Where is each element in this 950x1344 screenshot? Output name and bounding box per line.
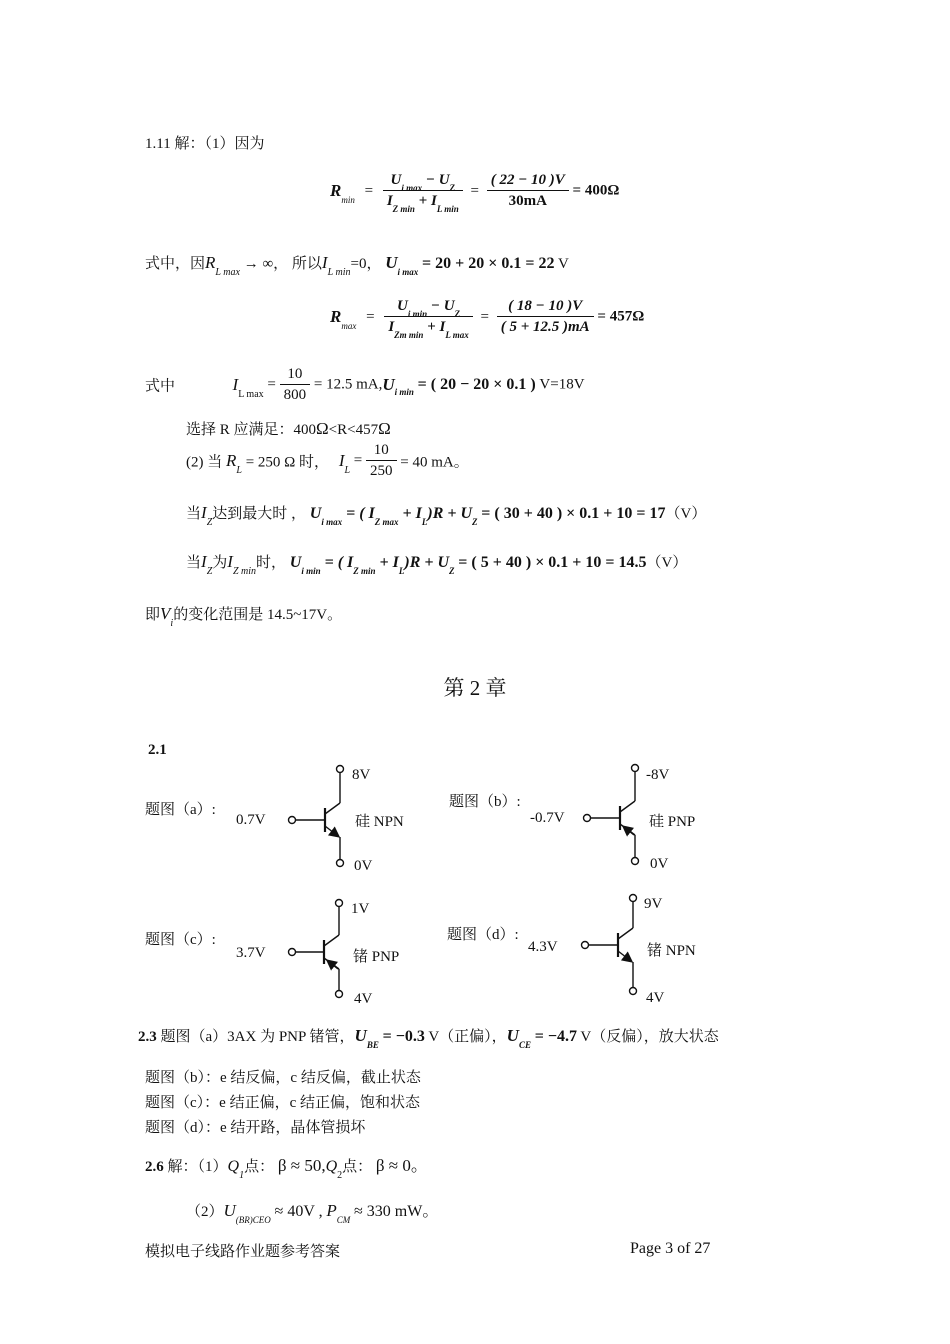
fig-a-base-voltage: 0.7V bbox=[236, 812, 266, 828]
fig-b-base-voltage: -0.7V bbox=[530, 810, 565, 826]
transistor-d bbox=[582, 895, 637, 995]
fig-d-base-voltage: 4.3V bbox=[528, 939, 558, 955]
fig-a-type: 硅 NPN bbox=[355, 814, 404, 830]
rmin-fraction-2: $\frac{( 22 - 10 )V}{30mA}$ bbox=[487, 172, 569, 210]
rmin-formula: $R_{min}$ = $\frac{U_{i max} - U_Z}{I_{Z min} + I_{L min}}$ = $\frac{( 22 - 10 )V}{30mA}$ = 400Ω bbox=[330, 172, 620, 214]
footer-page-number: Page 3 of 27 bbox=[630, 1240, 711, 1257]
fig-c-base-voltage: 3.7V bbox=[236, 945, 266, 961]
fig-b-type: 硅 PNP bbox=[649, 814, 696, 830]
problem-2-6-line2: $(2)U_{(BR)CEO} \approx 40V$ , $P_{CM} \approx 330$ mW。 bbox=[186, 1201, 439, 1225]
footer-title: 模拟电子线路作业题参考答案 bbox=[145, 1242, 341, 1260]
fig-a-caption: 题图（a）: bbox=[145, 802, 216, 818]
fig-d-caption: 题图（d）: bbox=[447, 927, 519, 943]
transistor-a bbox=[289, 766, 344, 867]
problem-2-3-line-c: 题图（c）：e 结正偏，c 结正偏，饱和状态 bbox=[145, 1095, 420, 1111]
rmin-fraction-1: $\frac{U_{i max} - U_Z}{I_{Z min} + I_{L min}}$ bbox=[383, 172, 463, 210]
problem-2-3-line-d: 题图（d）：e 结开路，晶体管损坏 bbox=[145, 1120, 366, 1136]
chapter-title: 第 2 章 bbox=[443, 676, 507, 700]
line-vi-range: 即$V_i$的变化范围是 14.5~17V。 bbox=[145, 604, 343, 629]
fig-c-type: 锗 PNP bbox=[353, 949, 400, 965]
line-r-range: 选择 R 应满足：400Ω<R<457Ω bbox=[186, 419, 391, 438]
problem-2-1-label: 2.1 bbox=[148, 742, 167, 758]
fig-d-top-voltage: 9V bbox=[644, 896, 663, 912]
line-part2: (2) 当 $R_L = 250$ Ω 时， $I_L$ = $\frac{10}{250}$ = 40 mA。 bbox=[186, 442, 469, 479]
fig-c-bottom-voltage: 4V bbox=[354, 991, 373, 1007]
fig-c-top-voltage: 1V bbox=[351, 901, 370, 917]
problem-2-3-line-b: 题图（b）：e 结反偏，c 结反偏，截止状态 bbox=[145, 1070, 421, 1086]
transistor-b bbox=[584, 765, 639, 865]
fig-d-type: 锗 NPN bbox=[647, 943, 696, 959]
line-iz-max: 当$I_Z$达到最大时 ， $U_{i max}$ = ( $I_{Z max} + I_L)R + U_Z$ = ( 30 + 40 ) × 0.1 + 10 = 17（V） bbox=[186, 503, 707, 528]
line-rl-infinite: 式中，因$R_{L max}$ → ∞， 所以$I_{L min}=0$， $U_{i max} = 20 + 20 \times 0.1 = 22$ V bbox=[145, 253, 569, 278]
fig-b-bottom-voltage: 0V bbox=[650, 856, 669, 872]
fig-c-caption: 题图（c）: bbox=[145, 932, 216, 948]
fig-a-bottom-voltage: 0V bbox=[354, 858, 373, 874]
problem-1-11-heading: 1.11 解：（1）因为 bbox=[145, 136, 265, 152]
problem-2-6-line1: 2.6 解：$(1)Q_1$点： $\beta \approx 50,Q_2$点： β ≈ 0。 bbox=[145, 1156, 428, 1181]
fig-b-caption: 题图（b）: bbox=[449, 794, 521, 810]
line-iz-min: 当$I_Z$为$I_{Z min}$时， $U_{i min}$ = ( $I_{Z min} + I_L)R + U_Z$ = ( 5 + 40 ) × 0.1 + 10 = 14.5（V） bbox=[186, 552, 688, 577]
line-il-max: 式中 $I_{L max}$ = $\frac{10}{800}$ = 12.5 $mA,U_{i min}$ = ( 20 − 20 × 0.1 ) V=18V bbox=[145, 366, 585, 403]
fig-b-top-voltage: -8V bbox=[646, 767, 670, 783]
rmax-fraction-2: $\frac{( 18 - 10 )V}{( 5 + 12.5 )mA}$ bbox=[497, 298, 594, 336]
rmax-fraction-1: $\frac{U_{i min} - U_Z}{I_{Zm min} + I_{L max}}$ bbox=[384, 298, 472, 336]
transistor-c bbox=[289, 900, 343, 998]
rmax-formula: $R_{max}$ = $\frac{U_{i min} - U_Z}{I_{Zm min} + I_{L max}}$ = $\frac{( 18 - 10 )V}{( 5 + 12.5 )mA}$ = 457Ω bbox=[330, 298, 645, 340]
fig-a-top-voltage: 8V bbox=[352, 767, 371, 783]
problem-2-3-line1: 2.3 题图（a）3AX 为 PNP 锗管，$U_{BE} = -0.3$ V（正偏），$U_{CE} = -4.7$ V（反偏），放大状态 bbox=[138, 1026, 719, 1050]
fig-d-bottom-voltage: 4V bbox=[646, 990, 665, 1006]
